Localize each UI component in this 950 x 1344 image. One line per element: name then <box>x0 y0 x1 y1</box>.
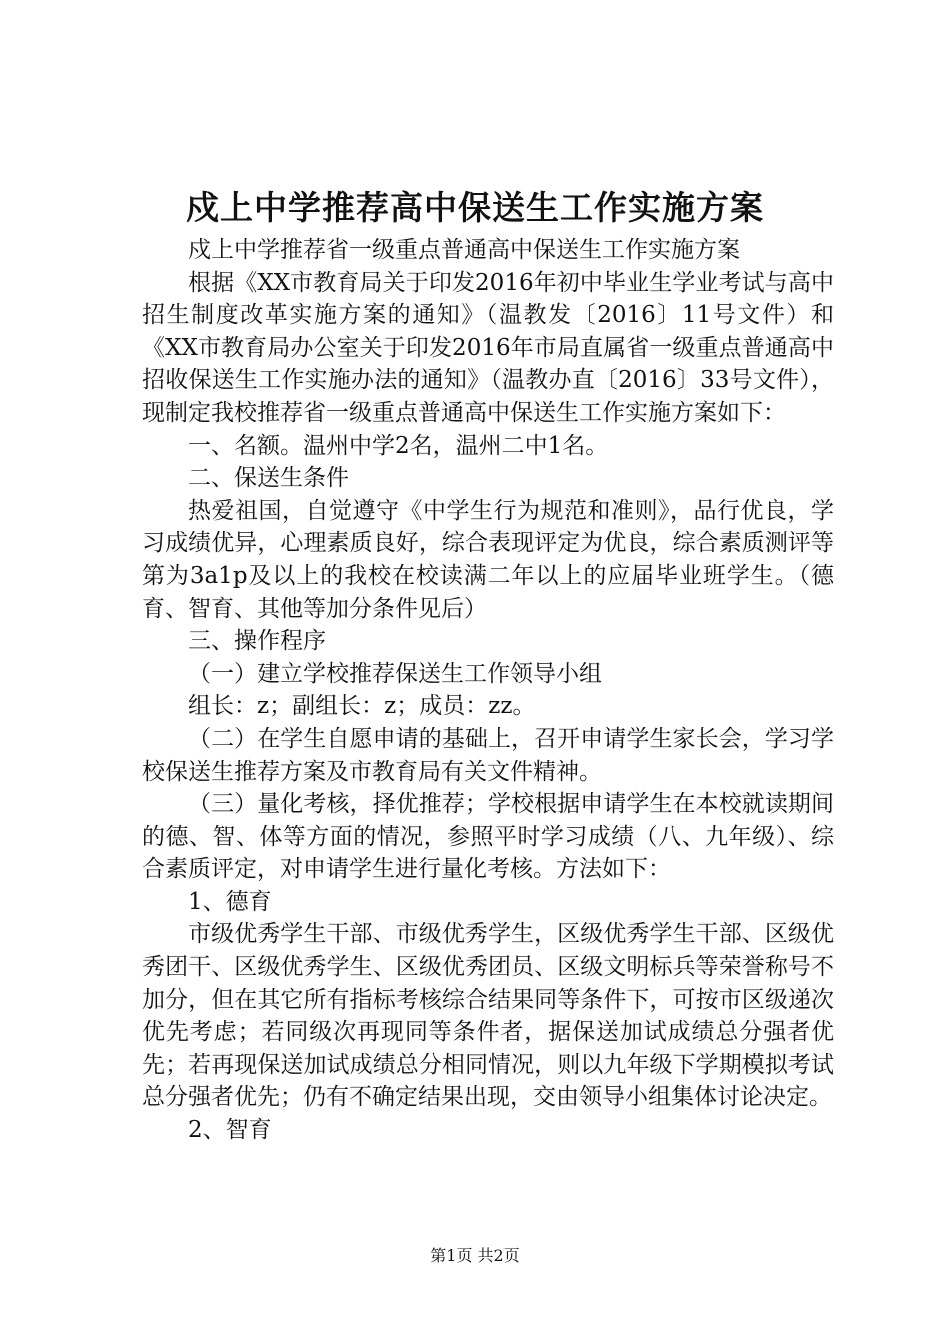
paragraph-procedure-1: （一）建立学校推荐保送生工作领导小组 <box>188 660 602 687</box>
paragraph-moral-education: 市级优秀学生干部、市级优秀学生，区级优秀学生干部、区级优秀团干、区级优秀学生、区级优秀团员、区级文明标兵等荣誉称号不加分，但在其它所有指标考核综合结果同等条件下，可按市区级递次优先考虑；若同级次再现同等条件者，据保送加试成绩总分强者优先；若再现保送加试成绩总分相同情况，则以九年级下学期模拟考试总分强者优先；仍有不确定结果出现，交由领导小组集体讨论决定。 <box>142 921 834 1111</box>
paragraph-quota: 一、名额。温州中学2名，温州二中1名。 <box>188 432 609 459</box>
paragraph-group-members: 组长：z；副组长：z；成员：zz。 <box>188 693 536 720</box>
paragraph-basis: 根据《XX市教育局关于印发2016年初中毕业生学业考试与高中招生制度改革实施方案的通知》（温教发〔2016〕11号文件）和《XX市教育局办公室关于印发2016年市局直属省一级重点普通高中招收保送生工作实施办法的通知》（温教办直〔2016〕33号文件），现制定我校推荐省一级重点普通高中保送生工作实施方案如下： <box>142 269 834 426</box>
paragraph-procedure-2: （二）在学生自愿申请的基础上，召开申请学生家长会，学习学校保送生推荐方案及市教育局有关文件精神。 <box>142 725 834 785</box>
document-body <box>142 234 834 1147</box>
paragraph-procedure-3: （三）量化考核，择优推荐；学校根据申请学生在本校就读期间的德、智、体等方面的情况，参照平时学习成绩（八、九年级）、综合素质评定，对申请学生进行量化考核。方法如下： <box>142 791 834 883</box>
paragraph-subtitle: 戍上中学推荐省一级重点普通高中保送生工作实施方案 <box>188 237 740 263</box>
page-number-footer: 第1页 共2页 <box>430 1246 520 1265</box>
document-title: 戍上中学推荐高中保送生工作实施方案 <box>186 188 764 227</box>
heading-procedure: 三、操作程序 <box>188 628 326 655</box>
heading-intellectual-education: 2、智育 <box>188 1117 272 1144</box>
heading-conditions: 二、保送生条件 <box>188 465 349 492</box>
paragraph-conditions: 热爱祖国，自觉遵守《中学生行为规范和准则》，品行优良，学习成绩优异，心理素质良好，综合表现评定为优良，综合素质测评等第为3a1p及以上的我校在校读满二年以上的应届毕业班学生。（德育、智育、其他等加分条件见后） <box>142 497 834 622</box>
heading-moral-education: 1、德育 <box>188 888 272 915</box>
